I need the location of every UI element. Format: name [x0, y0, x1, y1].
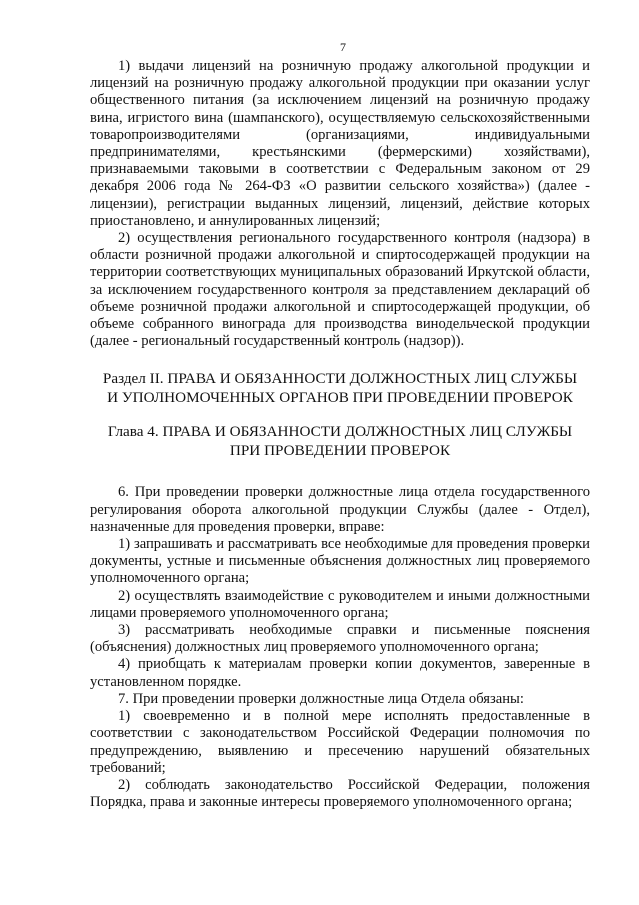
- paragraph-clause-6-item-3: 3) рассматривать необходимые справки и письменные пояснения (объяснения) должностных лиц проверяемого уполномоченного органа;: [90, 622, 590, 656]
- paragraph-clause-6-item-4: 4) приобщать к материалам проверки копии документов, заверенные в установленном порядке.: [90, 656, 590, 690]
- paragraph-item-2-regional-control: 2) осуществления регионального государственного контроля (надзора) в области розничной продажи алкогольной и спиртосодержащей продукции на территории соответствующих муниципальных образований Иркутской области, за исключением государственного контроля за представлением деклараций об объеме розничной продажи алкогольной и спиртосодержащей продукции, об объеме собранного винограда для производства винодельческой продукции (далее - региональный государственный контроль (надзор)).: [90, 230, 590, 350]
- paragraph-item-1-licenses: 1) выдачи лицензий на розничную продажу алкогольной продукции и лицензий на розничную продажу алкогольной продукции при оказании услуг общественного питания (за исключением лицензий на розничную продажу вина, игристого вина (шампанского), осуществляемую сельскохозяйственными товаропроизводителями (организациями, индивидуальными предпринимателями, крестьянскими (фермерскими) хозяйствами), признаваемыми таковыми в соответствии с Федеральным законом от 29 декабря 2006 года № 264-ФЗ «О развитии сельского хозяйства») (далее - лицензии), регистрации выданных лицензий, лицензий, действие которых приостановлено, и аннулированных лицензий;: [90, 58, 590, 229]
- chapter-heading: Глава 4. ПРАВА И ОБЯЗАННОСТИ ДОЛЖНОСТНЫХ ЛИЦ СЛУЖБЫ ПРИ ПРОВЕДЕНИИ ПРОВЕРОК: [107, 423, 573, 459]
- paragraph-clause-7: 7. При проведении проверки должностные лица Отдела обязаны:: [118, 690, 524, 707]
- document-page: [90, 40, 590, 811]
- paragraph-clause-6-item-1: 1) запрашивать и рассматривать все необходимые для проведения проверки документы, устные и письменные объяснения должностных лиц проверяемого уполномоченного органа;: [90, 536, 590, 587]
- paragraph-clause-7-item-2: 2) соблюдать законодательство Российской Федерации, положения Порядка, права и законные интересы проверяемого уполномоченного органа;: [90, 776, 590, 811]
- paragraph-clause-6: 6. При проведении проверки должностные лица отдела государственного регулирования оборота алкогольной продукции Службы (далее - Отдел), назначенные для проведения проверки, вправе:: [90, 484, 590, 535]
- page-number: 7: [340, 40, 346, 54]
- section-heading: Раздел II. ПРАВА И ОБЯЗАННОСТИ ДОЛЖНОСТНЫХ ЛИЦ СЛУЖБЫ И УПОЛНОМОЧЕННЫХ ОРГАНОВ ПРИ ПРОВЕДЕНИИ ПРОВЕРОК: [102, 370, 578, 406]
- paragraph-clause-7-item-1: 1) своевременно и в полной мере исполнять предоставленные в соответствии с законодательством Российской Федерации полномочия по предупреждению, выявлению и пресечению нарушений обязательных требований;: [90, 708, 590, 776]
- paragraph-clause-6-item-2: 2) осуществлять взаимодействие с руководителем и иными должностными лицами проверяемого уполномоченного органа;: [90, 587, 590, 621]
